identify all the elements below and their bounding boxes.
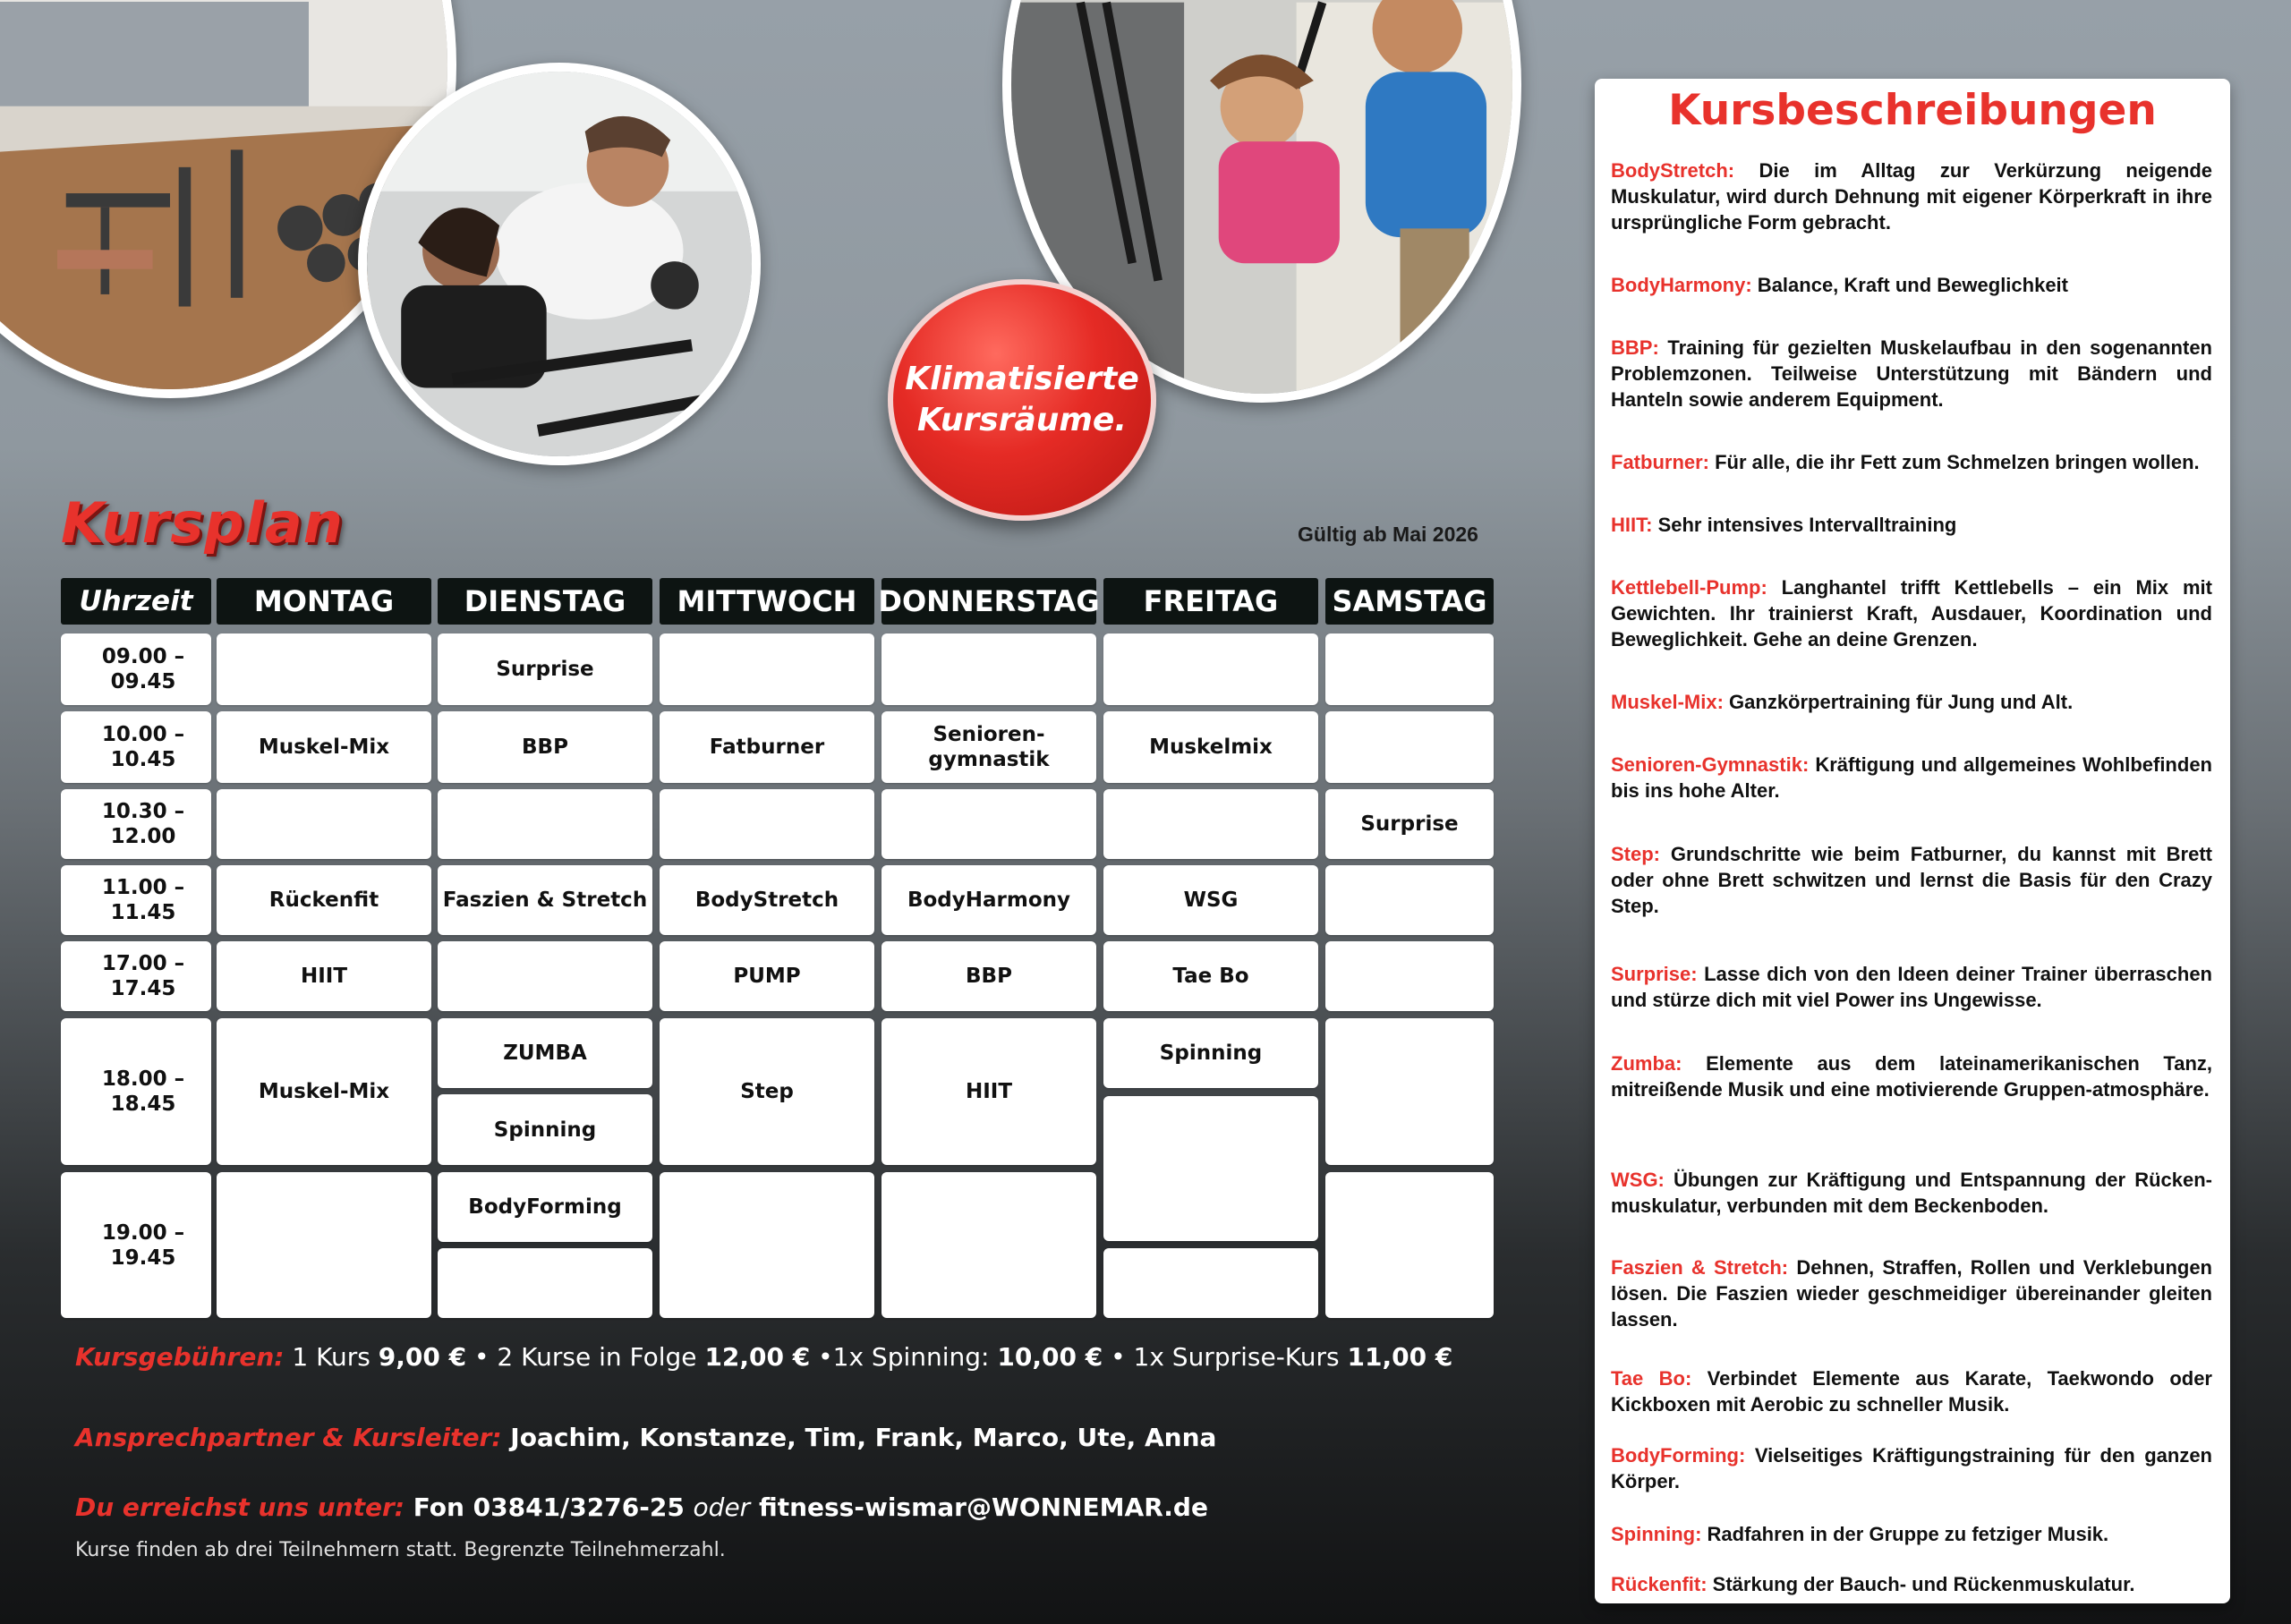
fee3-price: 10,00 € [997,1342,1103,1372]
description-text: Verbindet Elemente aus Karate, Taekwondo oder Kickboxen mit Aerobic zu schneller Musik. [1611,1367,2212,1416]
participants-note: Kurse finden ab drei Teilnehmern statt. Begrenzte Teilnehmerzahl. [75,1539,726,1561]
description-item [1611,752,2212,803]
description-term: BBP: [1611,336,1659,359]
course-descriptions-panel [1595,79,2230,1603]
or-word: oder [693,1492,751,1522]
course-cell: Senioren- gymnastik [881,711,1096,783]
course-cell-empty [217,789,431,859]
fee2-price: 12,00 € [704,1342,811,1372]
course-cell: BodyStretch [660,865,874,935]
description-item [1611,335,2212,412]
header-thursday: DONNERSTAG [881,578,1096,625]
description-text: Für alle, die ihr Fett zum Schmelzen bringen wollen. [1709,451,2200,473]
course-cell-empty [217,633,431,705]
course-cell: Surprise [438,633,652,705]
course-cell-empty [660,633,874,705]
description-text: Übungen zur Kräftigung und Entspannung der Rücken-muskulatur, verbunden mit dem Beckenboden. [1611,1169,2212,1217]
description-item [1611,1521,2212,1547]
description-item [1611,1442,2212,1494]
time-slot: 17.00 – 17.45 [61,941,211,1011]
header-friday: FREITAG [1103,578,1318,625]
course-cell: PUMP [660,941,874,1011]
description-text: Vielseitiges Kräftigungstraining für den ganzen Körper. [1611,1444,2212,1492]
fee1-price: 9,00 € [378,1342,467,1372]
description-text: Langhantel trifft Kettlebells – ein Mix mit Gewichten. Ihr trainierst Kraft, Ausdauer, Koordination und Beweglichkeit. Gehe an deine Grenzen. [1611,576,2212,650]
course-cell-empty [438,941,652,1011]
description-term: Step: [1611,843,1660,865]
time-slot: 11.00 – 11.45 [61,865,211,935]
description-term: Faszien & Stretch: [1611,1256,1789,1279]
course-cell: Muskelmix [1103,711,1318,783]
description-text: Grundschritte wie beim Fatburner, du kannst mit Brett oder ohne Brett schwitzen und lernst die Basis für den Crazy Step. [1611,843,2212,917]
description-term: Tae Bo: [1611,1367,1692,1390]
course-cell: Faszien & Stretch [438,865,652,935]
description-term: HIIT: [1611,514,1653,536]
course-cell: WSG [1103,865,1318,935]
course-cell: Spinning [1103,1018,1318,1088]
course-cell-empty [1325,711,1494,783]
reach-line [75,1492,1208,1522]
course-cell: Muskel-Mix [217,711,431,783]
description-item [1611,961,2212,1013]
course-cell-empty [881,633,1096,705]
description-term: Rückenfit: [1611,1573,1708,1595]
fee1-text: 1 Kurs [284,1342,379,1372]
description-term: BodyHarmony: [1611,274,1752,296]
course-cell-empty [1103,1248,1318,1318]
contacts-line [75,1423,1216,1452]
description-text: Stärkung der Bauch- und Rückenmuskulatur. [1707,1573,2135,1595]
indoor-cycling-photo [358,63,761,465]
description-text: Balance, Kraft und Beweglichkeit [1751,274,2068,296]
course-cell: Spinning [438,1094,652,1165]
description-item [1611,689,2212,715]
course-cell-empty [1103,633,1318,705]
description-item [1611,272,2212,298]
header-saturday: SAMSTAG [1325,578,1494,625]
time-slot: 09.00 – 09.45 [61,633,211,705]
description-term: Surprise: [1611,963,1698,985]
course-cell-empty [1325,941,1494,1011]
course-cell-empty [217,1172,431,1318]
air-conditioned-badge [888,279,1156,521]
course-cell: Step [660,1018,874,1165]
course-cell-empty [1325,865,1494,935]
course-cell-empty [660,1172,874,1318]
description-text: Elemente aus dem lateinamerikanischen Tanz, mitreißende Musik und eine motivierende Gruppen-atmosphäre. [1611,1052,2212,1101]
phone-number: Fon 03841/3276-25 [404,1492,694,1522]
description-item [1611,1050,2212,1102]
time-slot: 10.30 – 12.00 [61,789,211,859]
contacts-label: Ansprechpartner & Kursleiter: [75,1423,502,1452]
header-tuesday: DIENSTAG [438,578,652,625]
reach-label: Du erreichst uns unter: [75,1492,405,1522]
course-cell: BodyHarmony [881,865,1096,935]
time-slot: 18.00 – 18.45 [61,1018,211,1165]
description-text: Training für gezielten Muskelaufbau in den sogenannten Problemzonen. Teilweise Unterstützung mit Bändern und Hanteln sowie anderem Equipment. [1611,336,2212,411]
header-wednesday: MITTWOCH [660,578,874,625]
description-text: Radfahren in der Gruppe zu fetziger Musik. [1701,1523,2109,1545]
course-cell-empty [438,789,652,859]
fee3-text: •1x Spinning: [810,1342,998,1372]
course-cell: Fatburner [660,711,874,783]
description-term: Kettlebell-Pump: [1611,576,1767,599]
fees-label: Kursgebühren: [75,1342,285,1372]
course-cell-empty [1325,633,1494,705]
contacts-names: Joachim, Konstanze, Tim, Frank, Marco, Ute, Anna [501,1423,1217,1452]
description-term: Muskel-Mix: [1611,691,1724,713]
fee4-price: 11,00 € [1347,1342,1453,1372]
description-text: Kräftigung und allgemeines Wohlbefinden bis ins hohe Alter. [1611,753,2212,802]
course-cell: Surprise [1325,789,1494,859]
badge-line-2: Kursräume. [916,402,1128,438]
description-item [1611,841,2212,919]
description-text: Dehnen, Straffen, Rollen und Verklebungen lösen. Die Faszien wieder geschmeidiger übereinander gleiten lassen. [1611,1256,2212,1331]
course-cell: ZUMBA [438,1018,652,1088]
time-slot: 19.00 – 19.45 [61,1172,211,1318]
course-cell: HIIT [217,941,431,1011]
description-item [1611,1365,2212,1417]
description-item [1611,512,2212,538]
fee4-text: • 1x Surprise-Kurs [1103,1342,1348,1372]
description-item [1611,574,2212,652]
description-text: Ganzkörpertraining für Jung und Alt. [1723,691,2074,713]
description-item [1611,1254,2212,1332]
time-slot: 10.00 – 10.45 [61,711,211,783]
email-address: fitness-wismar@WONNEMAR.de [750,1492,1208,1522]
description-term: BodyStretch: [1611,159,1735,182]
description-term: BodyForming: [1611,1444,1746,1467]
course-cell-empty [881,789,1096,859]
descriptions-title: Kursbeschreibungen [1668,86,2157,135]
course-cell-empty [660,789,874,859]
course-cell-empty [1103,1096,1318,1241]
course-cell: Tae Bo [1103,941,1318,1011]
course-cell-empty [881,1172,1096,1318]
badge-line-1: Klimatisierte [905,361,1139,397]
course-cell-empty [1325,1172,1494,1318]
description-term: Senioren-Gymnastik: [1611,753,1810,776]
description-item [1611,157,2212,235]
header-monday: MONTAG [217,578,431,625]
course-cell: BodyForming [438,1172,652,1242]
description-term: Spinning: [1611,1523,1702,1545]
description-text: Die im Alltag zur Verkürzung neigende Muskulatur, wird durch Dehnung mit eigener Körperkraft in ihre ursprüngliche Form gebracht. [1611,159,2212,234]
course-cell: Muskel-Mix [217,1018,431,1165]
description-item [1611,449,2212,475]
description-text: Lasse dich von den Ideen deiner Trainer überraschen und stürze dich mit viel Power ins Ungewisse. [1611,963,2212,1011]
course-cell-empty [1325,1018,1494,1165]
course-cell-empty [1103,789,1318,859]
schedule-title: Kursplan [61,490,344,556]
fee2-text: • 2 Kurse in Folge [466,1342,705,1372]
description-term: WSG: [1611,1169,1665,1191]
course-cell: HIIT [881,1018,1096,1165]
header-time: Uhrzeit [61,578,211,625]
description-term: Fatburner: [1611,451,1709,473]
description-item [1611,1571,2212,1597]
fees-line [75,1342,1452,1372]
description-text: Sehr intensives Intervalltraining [1652,514,1957,536]
course-cell: Rückenfit [217,865,431,935]
course-cell-empty [438,1248,652,1318]
description-term: Zumba: [1611,1052,1682,1075]
valid-from-label: Gültig ab Mai 2026 [1298,523,1478,546]
description-item [1611,1167,2212,1219]
course-cell: BBP [438,711,652,783]
course-cell: BBP [881,941,1096,1011]
